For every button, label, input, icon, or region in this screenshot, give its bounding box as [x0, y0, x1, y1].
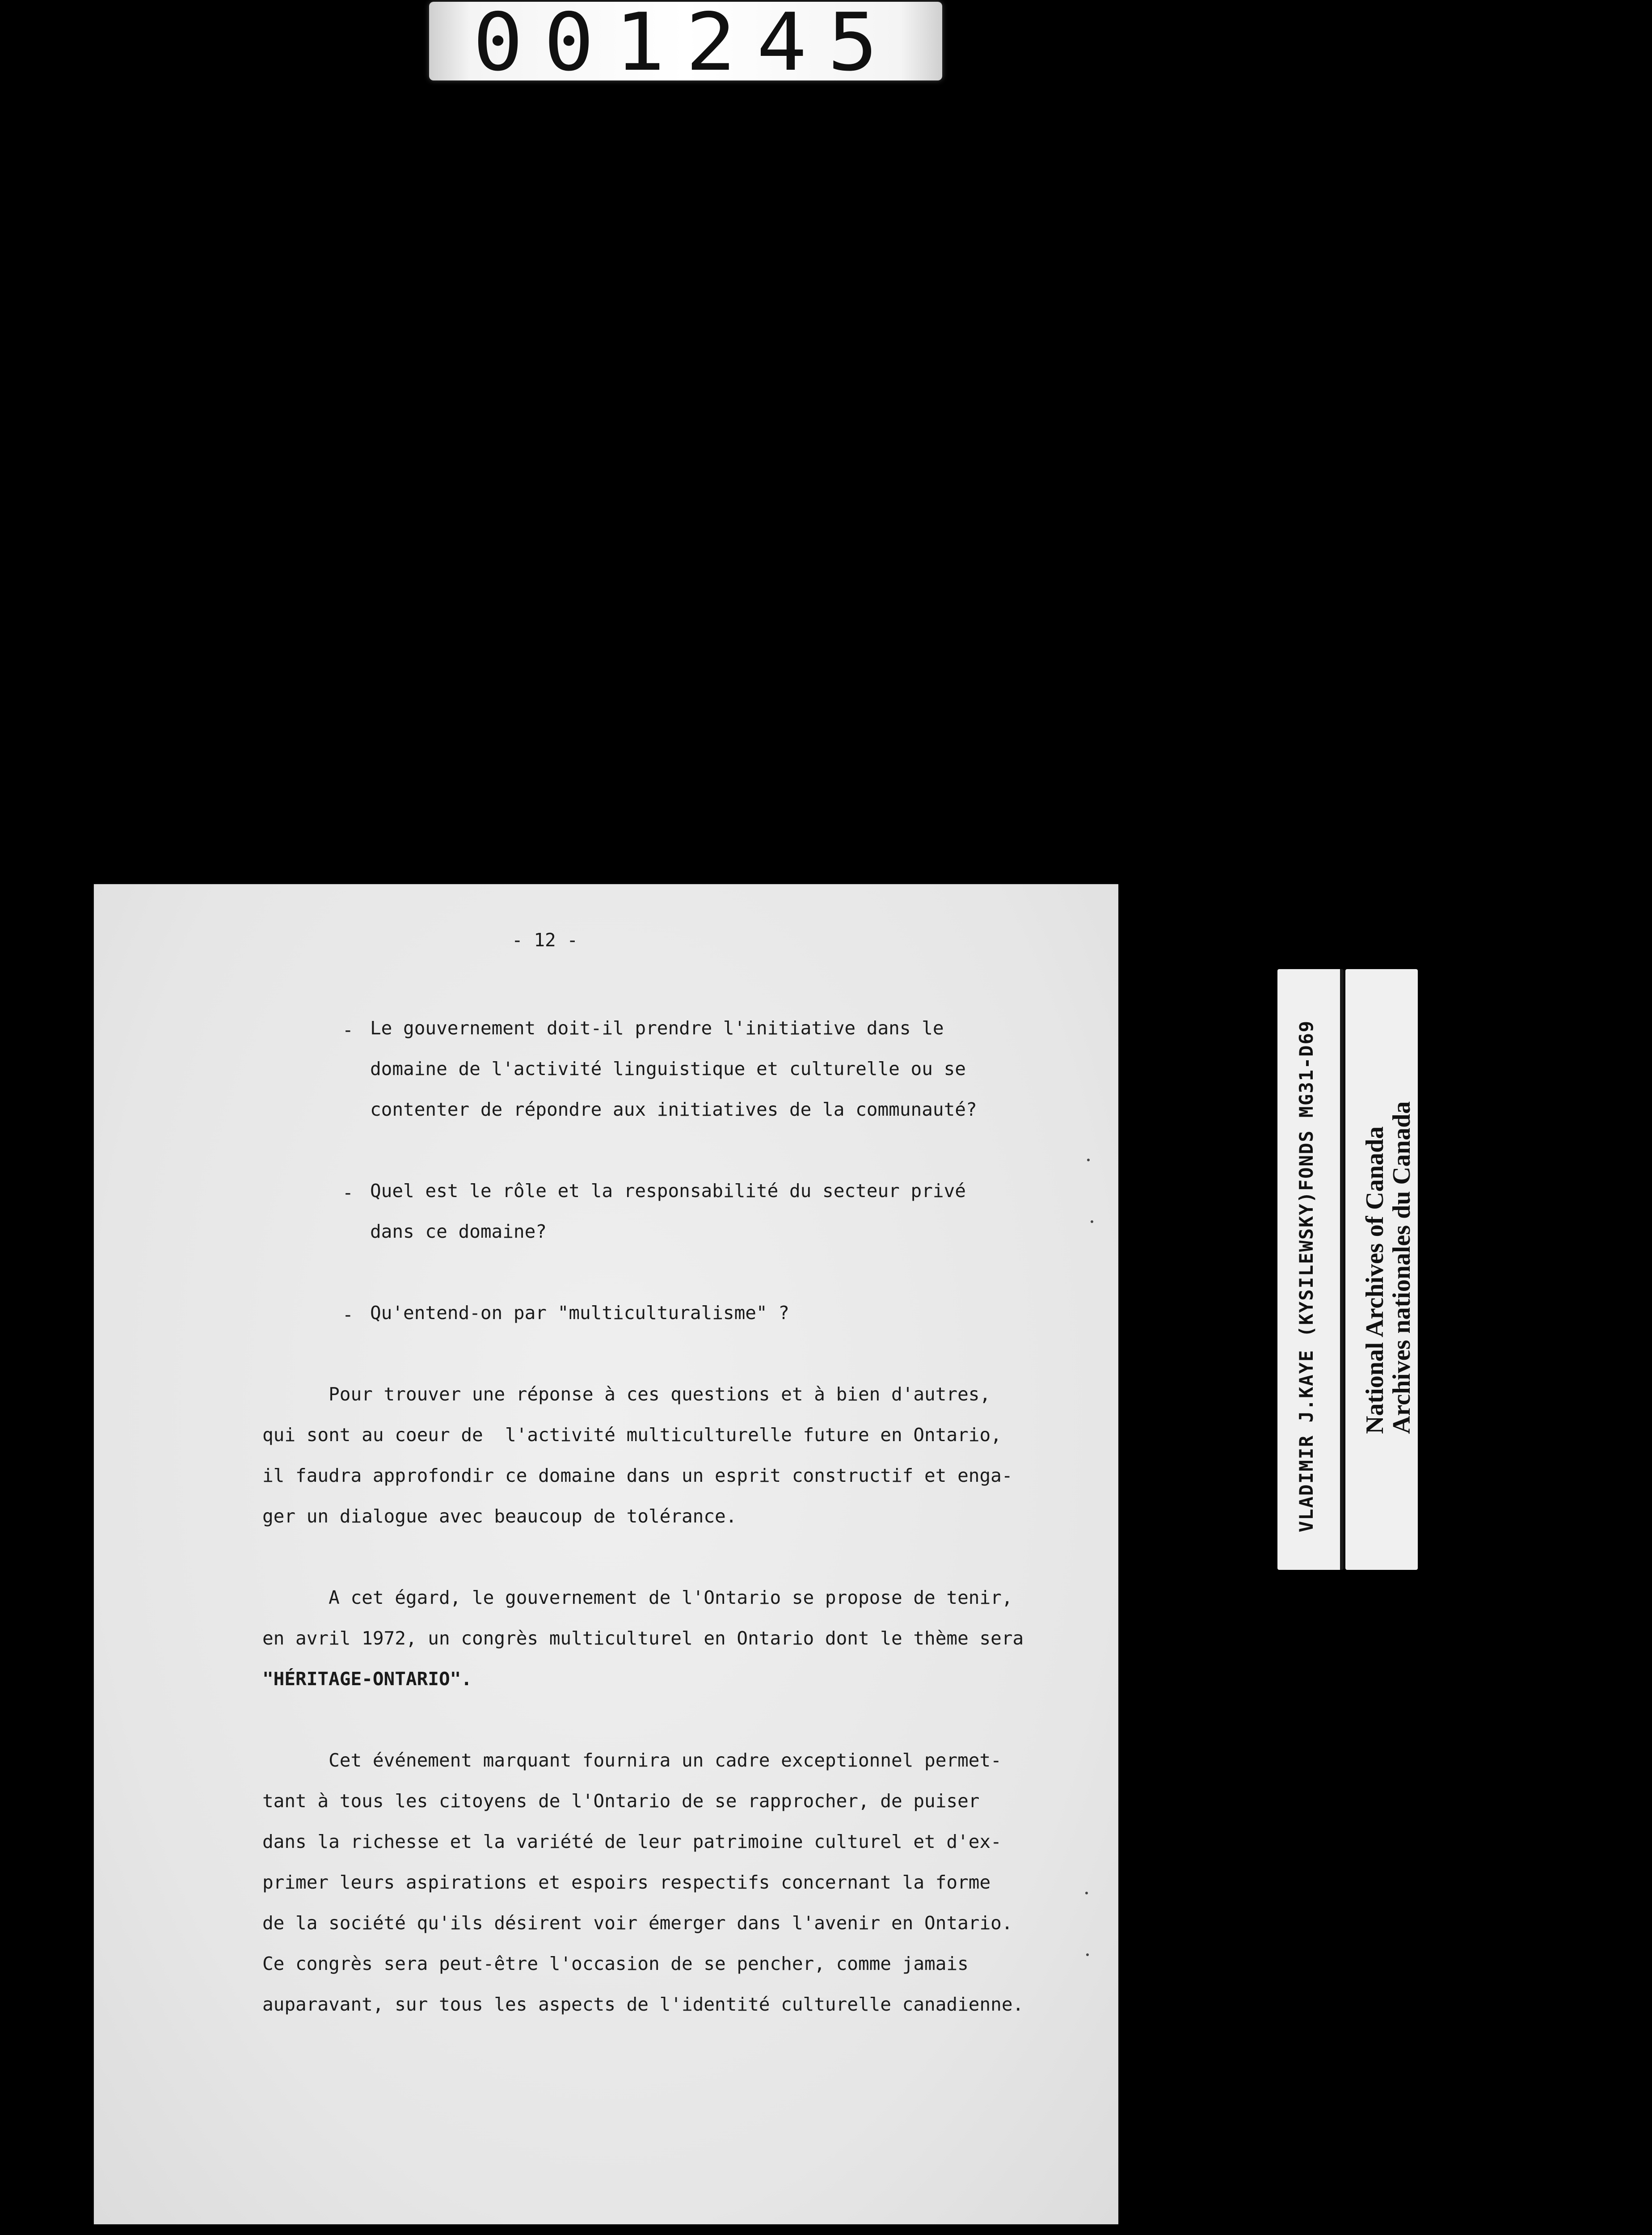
- bullet-line: Qu'entend-on par "multiculturalisme" ?: [370, 1302, 789, 1324]
- bullet-line: domaine de l'activité linguistique et culturelle ou se: [370, 1058, 966, 1080]
- bullet-dash: -: [342, 1019, 354, 1041]
- frame-number-label: [429, 0, 942, 89]
- frame-number: 001245: [472, 0, 899, 89]
- document-page: [94, 884, 1118, 2224]
- fonds-reference: VLADIMIR J.KAYE (KYSILEWSKY)FONDS MG31-D69: [1295, 1020, 1317, 1532]
- archives-label: [1345, 969, 1418, 1570]
- paragraph-line: Cet événement marquant fournira un cadre exceptionnel permet-: [262, 1750, 1002, 1771]
- paragraph-line: dans la richesse et la variété de leur patrimoine culturel et d'ex-: [262, 1831, 1002, 1852]
- paragraph-line: primer leurs aspirations et espoirs respectifs concernant la forme: [262, 1872, 991, 1893]
- paragraph-line: tant à tous les citoyens de l'Ontario de se rapprocher, de puiser: [262, 1790, 980, 1812]
- paper-speck: [1091, 1220, 1093, 1223]
- bullet-line: Quel est le rôle et la responsabilité du secteur privé: [370, 1180, 966, 1202]
- paragraph-line: auparavant, sur tous les aspects de l'identité culturelle canadienne.: [262, 1994, 1024, 2015]
- bullet-line: contenter de répondre aux initiatives de la communauté?: [370, 1099, 977, 1120]
- paragraph-line: A cet égard, le gouvernement de l'Ontario se propose de tenir,: [262, 1587, 1013, 1608]
- paragraph-line: qui sont au coeur de l'activité multiculturelle future en Ontario,: [262, 1424, 1002, 1446]
- archives-name-en: National Archives of Canada: [1361, 1126, 1389, 1434]
- paragraph-line: en avril 1972, un congrès multiculturel en Ontario dont le thème sera: [262, 1628, 1024, 1649]
- paper-speck: [1087, 1159, 1090, 1161]
- paragraph-line: ger un dialogue avec beaucoup de tolérance.: [262, 1505, 737, 1527]
- paragraph-line: de la société qu'ils désirent voir émerger dans l'avenir en Ontario.: [262, 1912, 1013, 1934]
- bullet-line: Le gouvernement doit-il prendre l'initiative dans le: [370, 1017, 944, 1039]
- archives-name-fr: Archives nationales du Canada: [1388, 1101, 1416, 1434]
- congress-theme: "HÉRITAGE-ONTARIO".: [262, 1668, 472, 1690]
- paragraph-line: il faudra approfondir ce domaine dans un esprit constructif et enga-: [262, 1465, 1013, 1486]
- paragraph-line: Ce congrès sera peut-être l'occasion de se pencher, comme jamais: [262, 1953, 969, 1974]
- paper-speck: [1086, 1953, 1089, 1956]
- bullet-dash: -: [342, 1182, 354, 1203]
- paragraph-line: Pour trouver une réponse à ces questions et à bien d'autres,: [262, 1383, 991, 1405]
- fonds-label: [1277, 969, 1344, 1570]
- bullet-dash: -: [342, 1304, 354, 1325]
- paper-speck: [1085, 1892, 1088, 1894]
- bullet-line: dans ce domaine?: [370, 1221, 547, 1242]
- page-number: - 12 -: [512, 929, 578, 951]
